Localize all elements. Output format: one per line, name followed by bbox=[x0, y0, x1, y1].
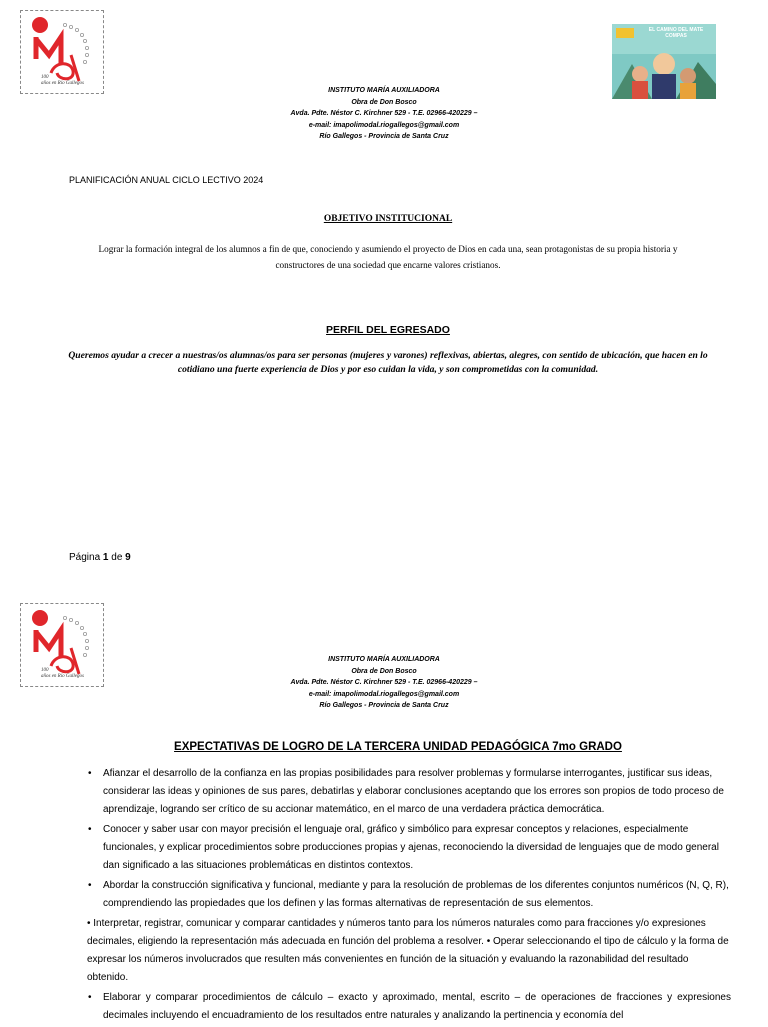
header-subtitle: Obra de Don Bosco bbox=[351, 667, 417, 675]
list-item-text: Conocer y saber usar con mayor precisión el lenguaje oral, gráfico y simbólico para expresar conceptos y relaciones, especialmente funcionales, y explicar procedimientos sobre producciones propias y ajenas, reconociendo la diversidad de lenguajes que de modo general dan significado a las situaciones problemáticas en distintos contextos. bbox=[103, 824, 719, 871]
perfil-text: Queremos ayudar a crecer a nuestras/os alumnas/os para ser personas (mujeres y varones) reflexivas, abiertas, alegres, con sentido de ubicación, que hacen en lo cotidiano una fuerte experiencia de Dios y por eso cuidan la vida, y son comprometidas con la comunidad. bbox=[68, 350, 708, 375]
expectativas-title: EXPECTATIVAS DE LOGRO DE LA TERCERA UNIDAD PEDAGÓGICA 7mo GRADO bbox=[174, 741, 622, 753]
header-email: e-mail: imapolimodal.riogallegos@gmail.com bbox=[308, 121, 460, 129]
page-total: 9 bbox=[125, 552, 131, 563]
objetivo-text: Lograr la formación integral de los alumnos a fin de que, conociendo y asumiendo el proyecto de Dios en cada una, sean protagonistas de su propia historia y constructores de una sociedad que encarne valores cristianos. bbox=[98, 244, 678, 270]
bullet-icon: • bbox=[88, 992, 92, 1003]
logo-caption-text: años en Río Gallegos bbox=[41, 674, 84, 679]
perfil-title: PERFIL DEL EGRESADO bbox=[326, 324, 450, 336]
page-number bbox=[69, 552, 131, 563]
list-item bbox=[87, 915, 731, 987]
institution-header-page2 bbox=[0, 654, 768, 712]
header-address: Avda. Pdte. Néstor C. Kirchner 529 - T.E. 02966-420229 – bbox=[290, 679, 478, 687]
objetivo-title: OBJETIVO INSTITUCIONAL bbox=[323, 214, 453, 224]
institution-logo bbox=[20, 10, 104, 94]
list-item-text: Elaborar y comparar procedimientos de cálculo – exacto y aproximado, mental, escrito – de operaciones de fracciones y expresiones decimales incluyendo el encuadramiento de los resultados entre naturales y analizando la pertinencia y economía del bbox=[103, 992, 731, 1021]
list-item bbox=[87, 989, 731, 1025]
list-item bbox=[87, 877, 731, 913]
list-item bbox=[87, 765, 731, 819]
bullet-icon: • bbox=[88, 880, 92, 891]
header-institution-name: INSTITUTO MARÍA AUXILIADORA bbox=[328, 656, 440, 663]
list-item-text: Afianzar el desarrollo de la confianza en las propias posibilidades para resolver problemas y formularse interrogantes, justificar sus ideas, considerar las ideas y opiniones de sus pares, debatirlas y elaborar conclusiones aceptando que los errores son propios de todo proceso de aprendizaje, logrando ser crítico de su accionar matemático, en el marco de una verdadera práctica democrática. bbox=[103, 768, 724, 815]
expectativas-list bbox=[87, 765, 731, 1027]
page-of: de bbox=[111, 552, 123, 563]
header-address: Avda. Pdte. Néstor C. Kirchner 529 - T.E. 02966-420229 – bbox=[290, 110, 478, 118]
cover-title: EL CAMINO DEL MATE COMPAS bbox=[648, 27, 704, 39]
header-city: Río Gallegos - Provincia de Santa Cruz bbox=[319, 702, 449, 710]
list-item-text: • Interpretar, registrar, comunicar y comparar cantidades y números tanto para los números naturales como para fracciones y/o expresiones decimales, eligiendo la representación más adecuada en función del problema a resolver. • Operar seleccionando el tipo de cálculo y la forma de expresar los números involucrados que resulten más convenientes en función de la situación y evaluando la razonabilidad del resultado obtenido. bbox=[87, 918, 729, 983]
list-item bbox=[87, 821, 731, 875]
header-email: e-mail: imapolimodal.riogallegos@gmail.com bbox=[308, 690, 460, 698]
logo-caption-number: 100 bbox=[41, 75, 49, 80]
header-subtitle: Obra de Don Bosco bbox=[351, 98, 417, 106]
bullet-icon: • bbox=[88, 768, 92, 779]
list-item-text: Abordar la construcción significativa y funcional, mediante y para la resolución de problemas de los diferentes conjuntos numéricos (N, Q, R), comprendiendo las propiedades que los definen y las formas alternativas de representación de sus elementos. bbox=[103, 880, 729, 909]
page-current: 1 bbox=[102, 552, 109, 563]
logo-caption-number: 100 bbox=[41, 668, 49, 673]
planificacion-heading: PLANIFICACIÓN ANUAL CICLO LECTIVO 2024 bbox=[69, 175, 264, 185]
header-city: Río Gallegos - Provincia de Santa Cruz bbox=[319, 133, 449, 141]
institution-header bbox=[0, 85, 768, 143]
header-institution-name: INSTITUTO MARÍA AUXILIADORA bbox=[328, 87, 440, 94]
logo-caption-text: años en Río Gallegos bbox=[41, 81, 84, 86]
bullet-icon: • bbox=[88, 824, 92, 835]
page-label: Página bbox=[69, 552, 101, 563]
